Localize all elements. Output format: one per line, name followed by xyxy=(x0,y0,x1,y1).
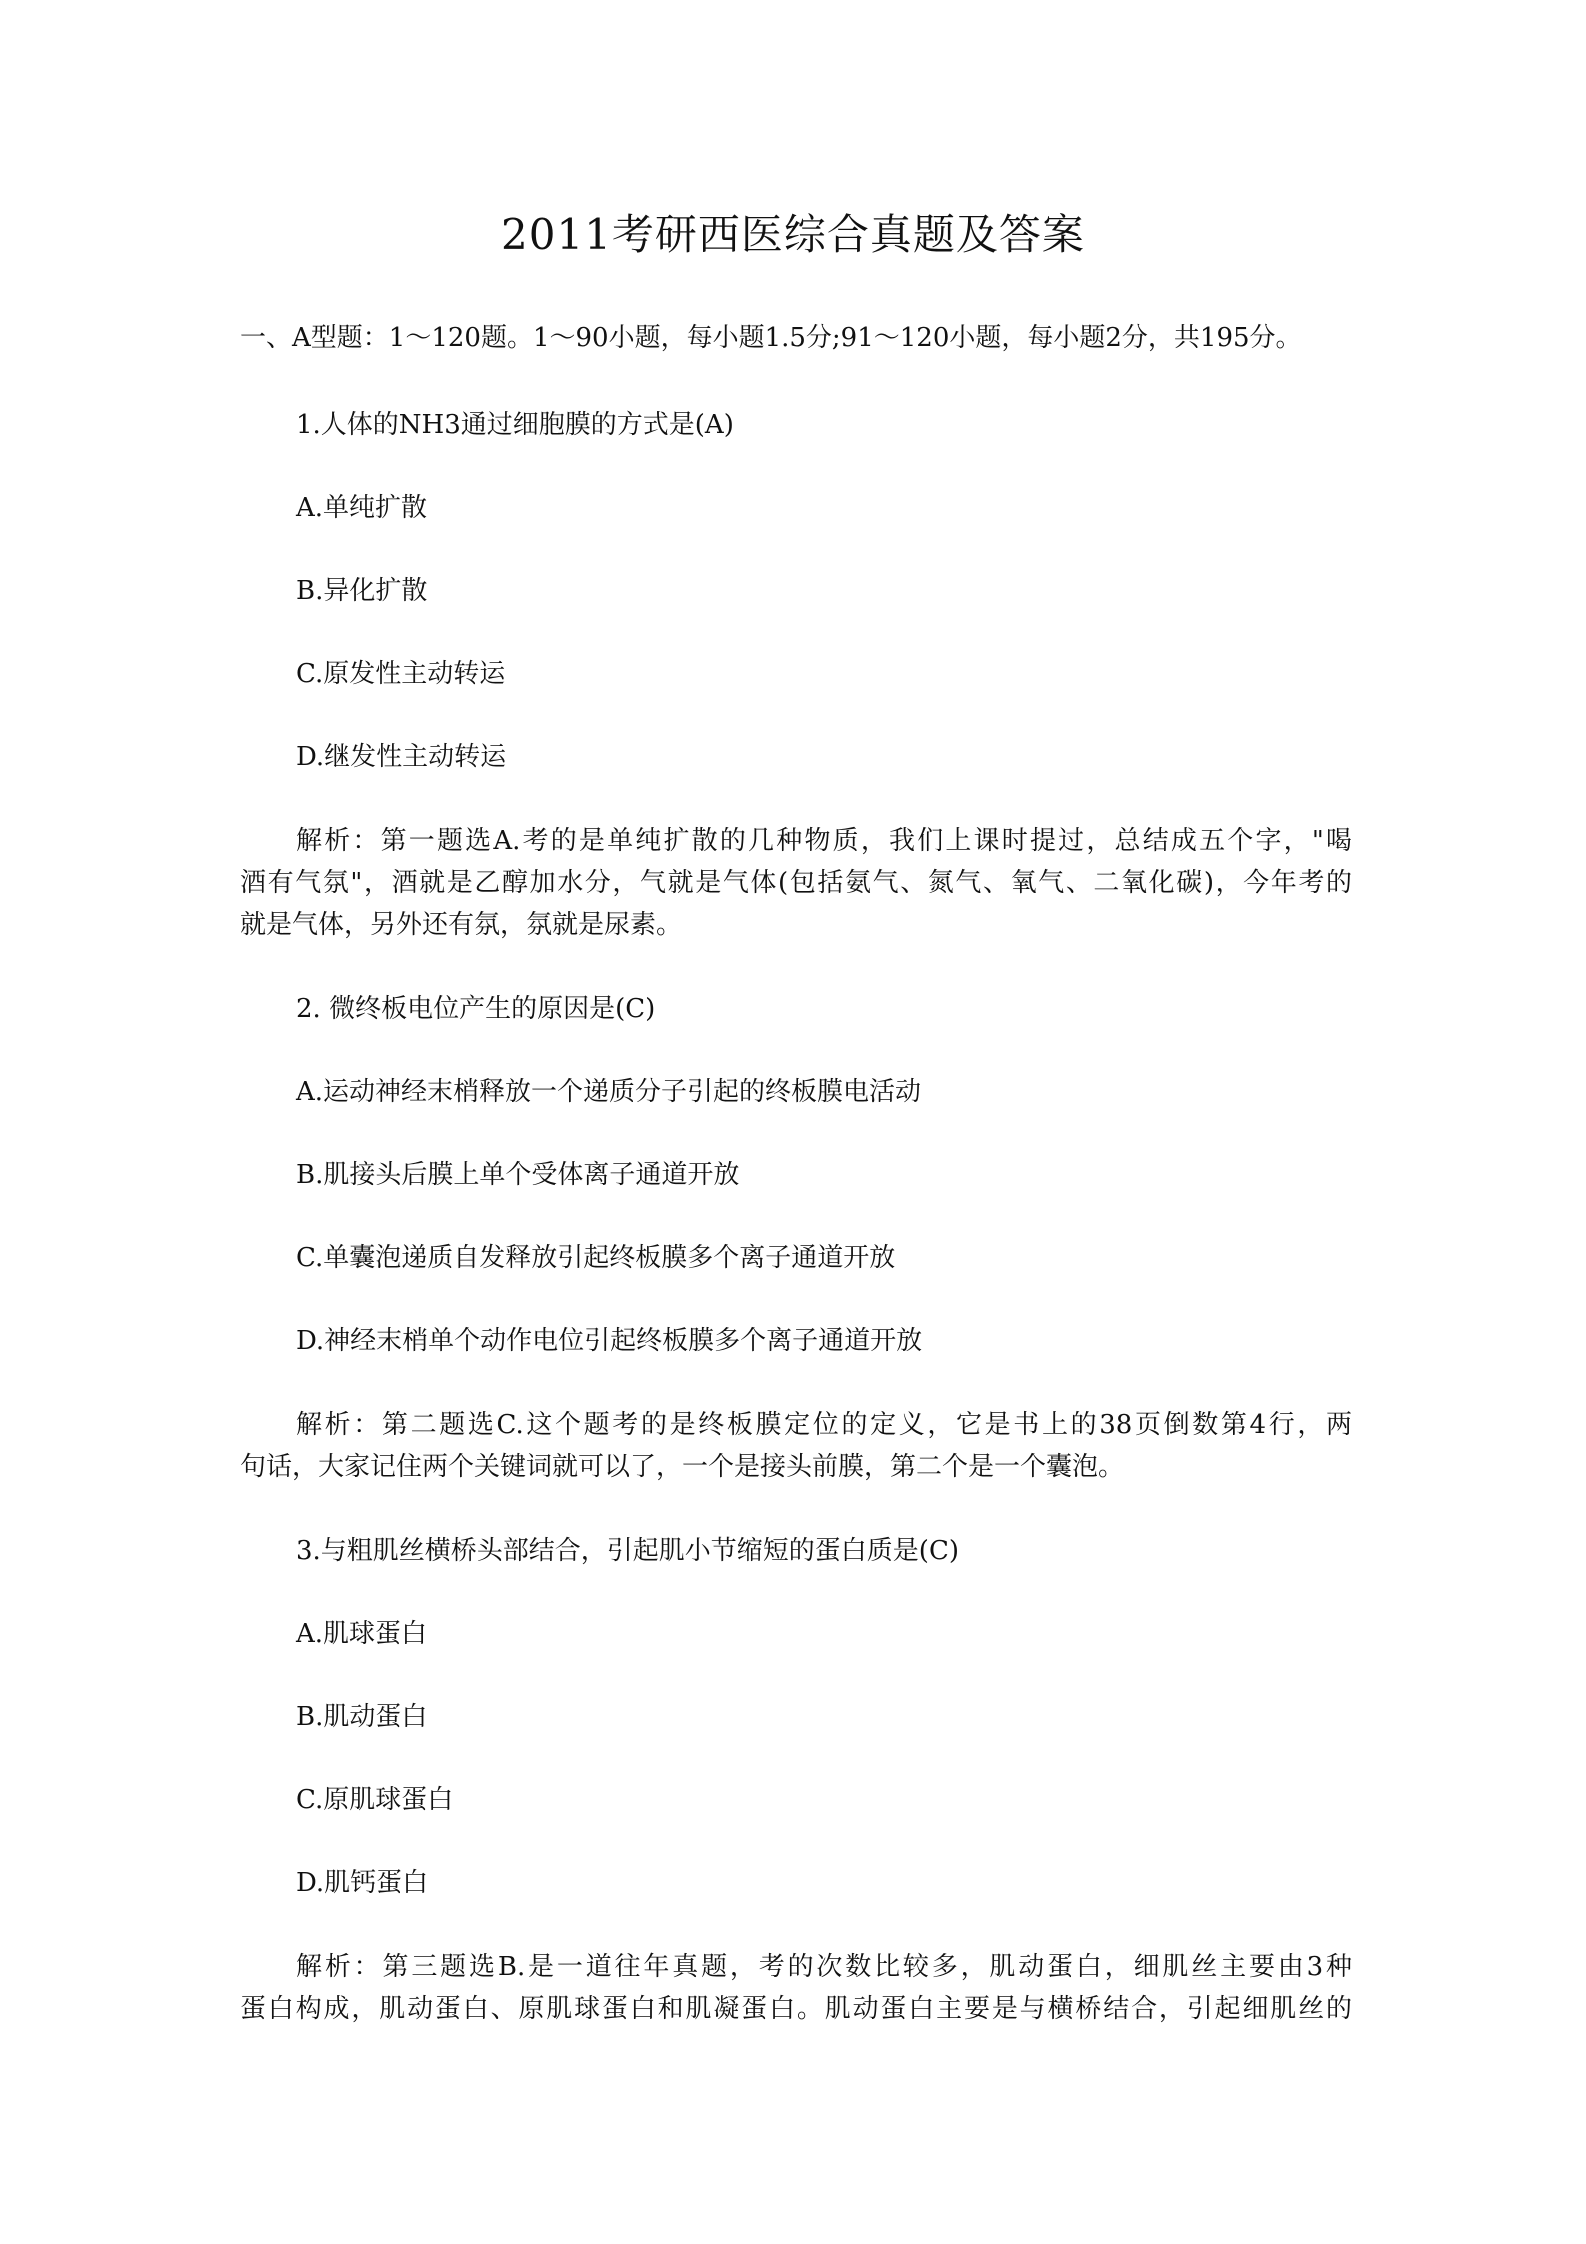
analysis-paragraph xyxy=(240,1404,1352,1488)
answer-option: B.肌动蛋白 xyxy=(296,1702,428,1732)
answer-option: C.原发性主动转运 xyxy=(296,659,506,689)
analysis-line: 解析：第三题选B.是一道往年真题，考的次数比较多，肌动蛋白，细肌丝主要由3种 xyxy=(296,1952,1352,1982)
analysis-paragraph xyxy=(240,1946,1352,2030)
analysis-line: 解析：第一题选A.考的是单纯扩散的几种物质，我们上课时提过，总结成五个字，"喝 xyxy=(296,826,1352,856)
answer-option: A.单纯扩散 xyxy=(296,493,428,523)
answer-option: C.单囊泡递质自发释放引起终板膜多个离子通道开放 xyxy=(296,1243,896,1273)
analysis-line: 蛋白构成，肌动蛋白、原肌球蛋白和肌凝蛋白。肌动蛋白主要是与横桥结合，引起细肌丝的 xyxy=(240,1994,1352,2024)
section-heading: 一、A型题：1～120题。1～90小题，每小题1.5分;91～120小题，每小题2分，共195分。 xyxy=(240,323,1302,353)
analysis-line: 就是气体，另外还有氛，氛就是尿素。 xyxy=(240,910,683,940)
document-body xyxy=(240,405,1352,2073)
document-title: 2011考研西医综合真题及答案 xyxy=(501,210,1085,259)
answer-option: C.原肌球蛋白 xyxy=(296,1785,454,1815)
question-stem: 3.与粗肌丝横桥头部结合，引起肌小节缩短的蛋白质是(C) xyxy=(296,1536,959,1566)
answer-option: A.运动神经末梢释放一个递质分子引起的终板膜电活动 xyxy=(296,1077,922,1107)
answer-option: D.神经末梢单个动作电位引起终板膜多个离子通道开放 xyxy=(296,1326,923,1356)
analysis-line: 酒有气氛"，酒就是乙醇加水分，气就是气体(包括氨气、氮气、氧气、二氧化碳)，今年考的 xyxy=(240,868,1352,898)
answer-option: B.异化扩散 xyxy=(296,576,428,606)
answer-option: D.肌钙蛋白 xyxy=(296,1868,429,1898)
question-stem: 1.人体的NH3通过细胞膜的方式是(A) xyxy=(296,410,734,440)
analysis-paragraph xyxy=(240,820,1352,946)
answer-option: A.肌球蛋白 xyxy=(296,1619,428,1649)
question-stem: 2. 微终板电位产生的原因是(C) xyxy=(296,994,656,1024)
answer-option: D.继发性主动转运 xyxy=(296,742,507,772)
answer-option: B.肌接头后膜上单个受体离子通道开放 xyxy=(296,1160,740,1190)
analysis-line: 句话，大家记住两个关键词就可以了，一个是接头前膜，第二个是一个囊泡。 xyxy=(240,1452,1125,1482)
analysis-line: 解析：第二题选C.这个题考的是终板膜定位的定义，它是书上的38页倒数第4行，两 xyxy=(296,1410,1352,1440)
